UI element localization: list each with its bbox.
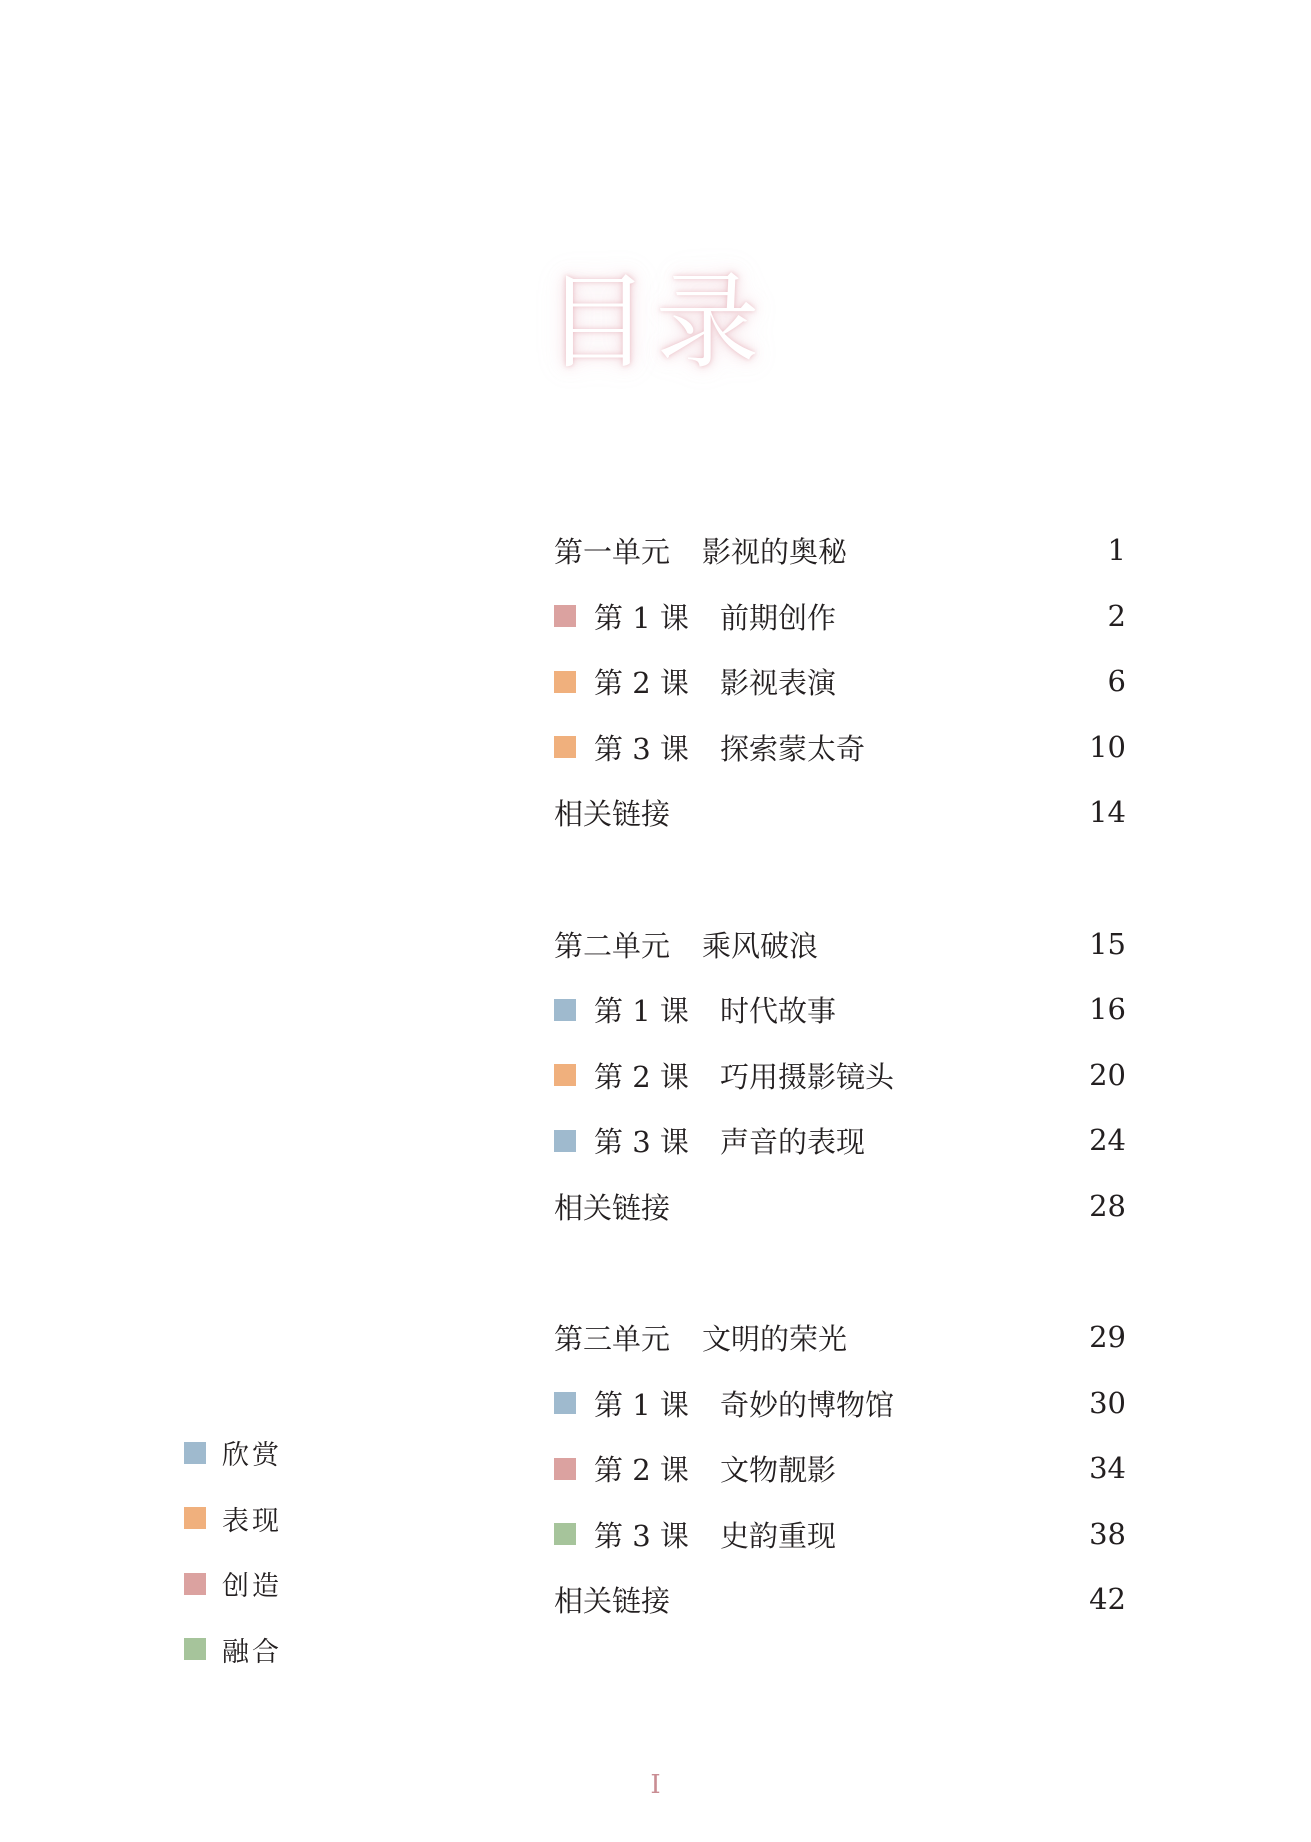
page-number: 6 (1107, 664, 1126, 698)
lesson-number: 第 1 课 (594, 600, 689, 635)
legend-swatch (184, 1442, 206, 1464)
page-number: 42 (1089, 1582, 1126, 1616)
legend-item (184, 1551, 282, 1617)
legend-swatch (184, 1638, 206, 1660)
category-swatch (554, 1458, 576, 1480)
lesson-entry[interactable] (554, 649, 1126, 715)
category-swatch (554, 1064, 576, 1086)
page-number: 16 (1089, 992, 1126, 1026)
page-title: 目录 (545, 261, 766, 383)
page-number: 38 (1089, 1516, 1126, 1551)
unit-label: 第二单元 (554, 928, 671, 963)
related-links-label: 相关链接 (554, 797, 671, 832)
legend-swatch (184, 1507, 206, 1529)
unit-title: 乘风破浪 (702, 928, 819, 963)
related-links-label: 相关链接 (554, 1584, 671, 1619)
unit-label: 第三单元 (554, 1322, 671, 1357)
related-links-entry[interactable] (554, 1567, 1126, 1633)
unit-heading[interactable] (554, 912, 1126, 978)
lesson-number: 第 2 课 (594, 666, 689, 701)
lesson-entry[interactable] (554, 715, 1126, 781)
lesson-entry[interactable] (554, 1502, 1126, 1568)
lesson-number: 第 3 课 (594, 731, 689, 766)
legend-label: 创造 (222, 1571, 282, 1603)
lesson-title: 影视表演 (720, 666, 837, 701)
page-number: 15 (1089, 926, 1126, 961)
unit-1 (554, 518, 1126, 846)
lesson-number: 第 3 课 (594, 1125, 689, 1160)
unit-title: 影视的奥秘 (702, 535, 848, 570)
lesson-title: 探索蒙太奇 (720, 731, 866, 766)
category-swatch (554, 1392, 576, 1414)
legend-item (184, 1486, 282, 1552)
lesson-entry[interactable] (554, 1436, 1126, 1502)
page-folio: I (650, 1770, 661, 1800)
lesson-number: 第 2 课 (594, 1453, 689, 1488)
unit-title: 文明的荣光 (702, 1322, 848, 1357)
page-number: 20 (1089, 1057, 1126, 1092)
lesson-title: 史韵重现 (720, 1518, 837, 1553)
legend-swatch (184, 1573, 206, 1595)
unit-label: 第一单元 (554, 535, 671, 570)
page-number: 1 (1107, 533, 1126, 567)
lesson-entry[interactable] (554, 1371, 1126, 1437)
related-links-entry[interactable] (554, 1174, 1126, 1240)
page-number: 28 (1089, 1188, 1126, 1223)
category-swatch (554, 1130, 576, 1152)
unit-3 (554, 1305, 1126, 1633)
lesson-title: 文物靓影 (720, 1453, 837, 1488)
category-swatch (554, 1523, 576, 1545)
category-swatch (554, 671, 576, 693)
related-links-label: 相关链接 (554, 1190, 671, 1225)
lesson-title: 声音的表现 (720, 1125, 866, 1160)
lesson-entry[interactable] (554, 584, 1126, 650)
category-swatch (554, 736, 576, 758)
page-number: 24 (1089, 1123, 1126, 1157)
legend-item (184, 1420, 282, 1486)
category-legend (184, 1420, 282, 1682)
lesson-title: 时代故事 (720, 994, 837, 1029)
page-number: 30 (1089, 1385, 1126, 1420)
lesson-entry[interactable] (554, 977, 1126, 1043)
lesson-title: 奇妙的博物馆 (720, 1387, 895, 1422)
unit-heading[interactable] (554, 1305, 1126, 1371)
page-number: 14 (1089, 795, 1126, 829)
related-links-entry[interactable] (554, 780, 1126, 846)
legend-label: 欣赏 (222, 1440, 282, 1472)
legend-label: 表现 (222, 1505, 282, 1537)
page-number: 2 (1107, 598, 1126, 633)
table-of-contents (554, 518, 1126, 1699)
unit-heading[interactable] (554, 518, 1126, 584)
lesson-number: 第 1 课 (594, 994, 689, 1029)
legend-label: 融合 (222, 1636, 282, 1668)
lesson-entry[interactable] (554, 1043, 1126, 1109)
page-number: 10 (1089, 729, 1126, 764)
lesson-title: 前期创作 (720, 600, 837, 635)
lesson-title: 巧用摄影镜头 (720, 1059, 895, 1094)
category-swatch (554, 605, 576, 627)
lesson-number: 第 3 课 (594, 1518, 689, 1553)
page-number: 34 (1089, 1451, 1126, 1485)
lesson-number: 第 2 课 (594, 1059, 689, 1094)
unit-2 (554, 912, 1126, 1240)
category-swatch (554, 999, 576, 1021)
page-number: 29 (1089, 1320, 1126, 1354)
legend-item (184, 1617, 282, 1683)
lesson-entry[interactable] (554, 1108, 1126, 1174)
lesson-number: 第 1 课 (594, 1387, 689, 1422)
